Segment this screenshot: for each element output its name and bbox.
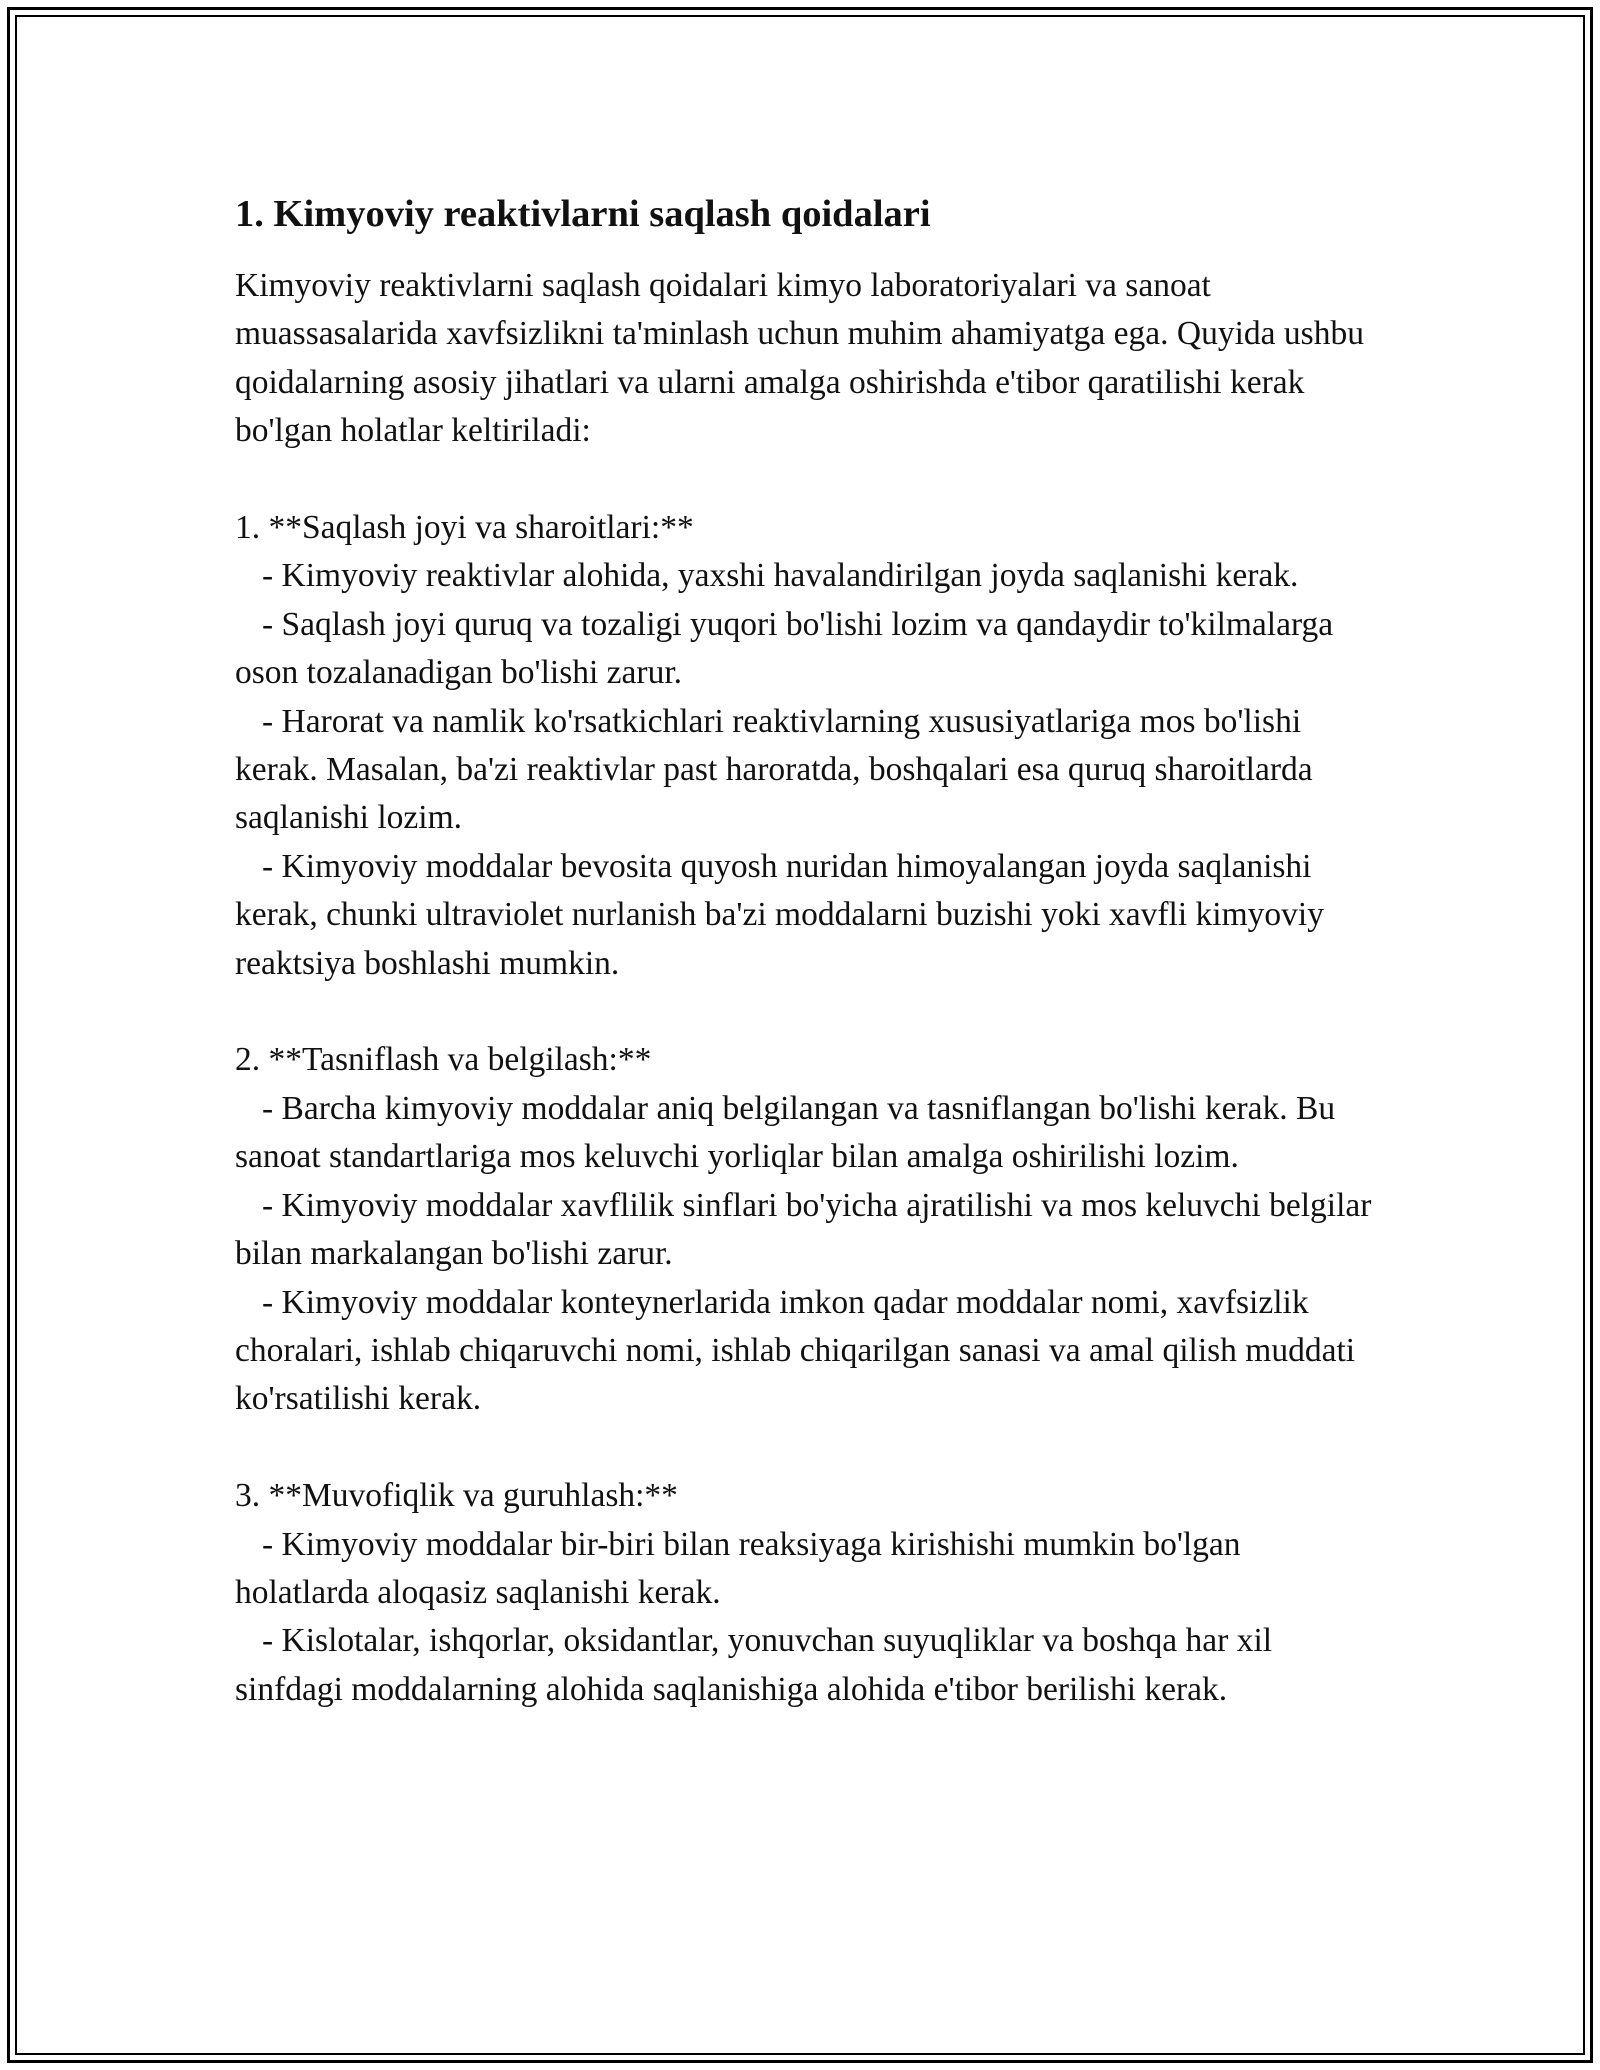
spacer [235,456,1375,504]
section-heading: 1. **Saqlash joyi va sharoitlari:** [235,509,694,547]
list-item: - Kimyoviy moddalar bir-biri bilan reaksiyaga kirishishi mumkin bo'lgan holatlarda aloqasiz saqlanishi kerak. [235,1525,1241,1611]
list-item: - Saqlash joyi quruq va tozaligi yuqori bo'lishi lozim va qandaydir to'kilmalarga oson tozalanadigan bo'lishi zarur. [235,605,1334,692]
list-item: - Barcha kimyoviy moddalar aniq belgilangan va tasniflangan bo'lishi kerak. Bu sanoat standartlariga mos keluvchi yorliqlar bilan amalga oshirilishi lozim. [235,1089,1336,1176]
spacer [235,1424,1375,1472]
section-compatibility-grouping [235,1472,1375,1714]
list-item: - Kimyoviy reaktivlar alohida, yaxshi havalandirilgan joyda saqlanishi kerak. [262,557,1299,595]
section-classification-labeling [235,1036,1375,1423]
section-heading: 3. **Muvofiqlik va guruhlash:** [235,1477,678,1515]
document-body [235,186,1375,1714]
list-item: - Kislotalar, ishqorlar, oksidantlar, yonuvchan suyuqliklar va boshqa har xil sinfdagi moddalarning alohida saqlanishiga alohida e'tibor berilishi kerak. [235,1622,1273,1708]
list-item: - Kimyoviy moddalar xavflilik sinflari bo'yicha ajratilishi va mos keluvchi belgilar bilan markalangan bo'lishi zarur. [235,1186,1372,1273]
intro-paragraph: Kimyoviy reaktivlarni saqlash qoidalari kimyo laboratoriyalari va sanoat muassasalarida xavfsizlikni ta'minlash uchun muhim ahamiyatga ega. Quyida ushbu qoidalarning asosiy jihatlari va ularni amalga oshirishda e'tibor qaratilishi kerak bo'lgan holatlar keltiriladi: [235,267,1364,450]
list-item: - Kimyoviy moddalar konteynerlarida imkon qadar moddalar nomi, xavfsizlik choralari, ishlab chiqaruvchi nomi, ishlab chiqarilgan sanasi va amal qilish muddati ko'rsatilishi kerak. [235,1283,1356,1418]
document-title: 1. Kimyoviy reaktivlarni saqlash qoidalari [235,193,931,235]
list-item: - Kimyoviy moddalar bevosita quyosh nuridan himoyalangan joyda saqlanishi kerak, chunki ultraviolet nurlanish ba'zi moddalarni buzishi yoki xavfli kimyoviy reaktsiya boshlashi mumkin. [235,847,1324,982]
section-heading: 2. **Tasniflash va belgilash:** [235,1041,652,1079]
section-storage-conditions [235,504,1375,988]
spacer [235,988,1375,1036]
list-item: - Harorat va namlik ko'rsatkichlari reaktivlarning xususiyatlariga mos bo'lishi kerak. Masalan, ba'zi reaktivlar past haroratda, boshqalari esa quruq sharoitlarda saqlanishi lozim. [235,702,1313,837]
